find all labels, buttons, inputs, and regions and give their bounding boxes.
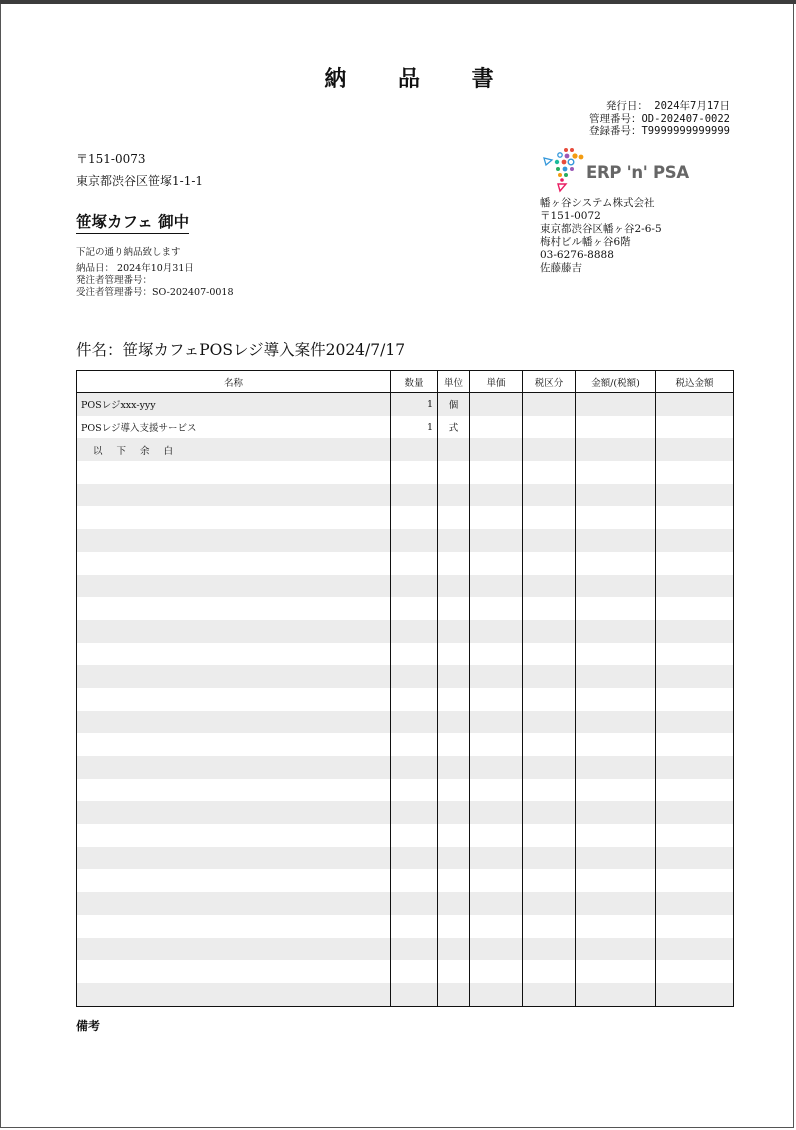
table-cell [470, 393, 523, 416]
table-cell [77, 575, 391, 598]
table-cell [438, 801, 470, 824]
table-cell [391, 597, 438, 620]
table-cell [576, 960, 656, 983]
table-row [77, 597, 734, 620]
table-cell [391, 575, 438, 598]
table-cell [523, 892, 576, 915]
table-cell [77, 484, 391, 507]
table-cell [470, 847, 523, 870]
header-tax-category: 税区分 [523, 371, 576, 393]
table-cell [391, 711, 438, 734]
table-cell [576, 824, 656, 847]
table-cell [77, 506, 391, 529]
table-cell [576, 552, 656, 575]
table-cell [391, 733, 438, 756]
header-name: 名称 [77, 371, 391, 393]
header-unit-price: 単価 [470, 371, 523, 393]
subject-line: 件名：笹塚カフェPOSレジ導入案件2024/7/17 [76, 341, 406, 359]
table-cell [523, 938, 576, 961]
header-quantity: 数量 [391, 371, 438, 393]
table-header-row [77, 371, 734, 393]
table-cell [656, 711, 734, 734]
table-cell [470, 416, 523, 439]
table-cell [470, 575, 523, 598]
table-cell [656, 529, 734, 552]
table-cell [77, 529, 391, 552]
table-cell [391, 869, 438, 892]
table-cell [470, 711, 523, 734]
table-cell [656, 733, 734, 756]
table-cell [576, 983, 656, 1006]
table-cell [523, 438, 576, 461]
table-row [77, 688, 734, 711]
table-cell [77, 688, 391, 711]
table-cell [523, 711, 576, 734]
table-cell [576, 869, 656, 892]
table-row [77, 733, 734, 756]
table-cell [656, 915, 734, 938]
table-cell: 1 [391, 393, 438, 416]
table-cell [391, 643, 438, 666]
table-row [77, 801, 734, 824]
table-cell [438, 461, 470, 484]
table-cell [523, 915, 576, 938]
table-cell [391, 756, 438, 779]
registration-number: 登録番号：T9999999999999 [588, 125, 730, 137]
table-cell [438, 733, 470, 756]
table-cell [470, 801, 523, 824]
table-cell [77, 824, 391, 847]
table-cell [438, 688, 470, 711]
table-cell [438, 960, 470, 983]
table-cell [391, 484, 438, 507]
table-cell [523, 393, 576, 416]
table-row [77, 779, 734, 802]
table-cell [523, 824, 576, 847]
table-cell [656, 779, 734, 802]
table-cell: 1 [391, 416, 438, 439]
table-cell [391, 688, 438, 711]
table-cell [656, 960, 734, 983]
table-cell [438, 643, 470, 666]
document-title: 納 品 書 [324, 66, 516, 92]
table-row [77, 575, 734, 598]
table-cell [77, 711, 391, 734]
table-cell [77, 461, 391, 484]
table-cell [656, 461, 734, 484]
table-cell [470, 484, 523, 507]
table-cell [438, 506, 470, 529]
table-cell [576, 484, 656, 507]
table-cell [470, 869, 523, 892]
table-cell [576, 438, 656, 461]
table-row [77, 393, 734, 416]
table-cell [438, 779, 470, 802]
table-cell [470, 733, 523, 756]
table-cell [656, 847, 734, 870]
customer-name: 笹塚カフェ 御中 [76, 210, 189, 234]
table-cell [523, 688, 576, 711]
table-cell [391, 915, 438, 938]
table-cell [438, 575, 470, 598]
table-cell [391, 506, 438, 529]
receiver-management-number: 受注者管理番号：SO-202407-0018 [76, 287, 234, 298]
table-row [77, 461, 734, 484]
table-cell [576, 665, 656, 688]
table-cell [576, 938, 656, 961]
table-cell [391, 847, 438, 870]
table-cell [523, 597, 576, 620]
company-person: 佐藤藤吉 [540, 262, 582, 274]
table-cell [523, 756, 576, 779]
table-cell [438, 892, 470, 915]
table-cell [77, 960, 391, 983]
table-cell [656, 620, 734, 643]
table-cell [391, 529, 438, 552]
header-amount-incl-tax: 税込金額 [656, 371, 734, 393]
table-cell [77, 733, 391, 756]
table-cell [77, 597, 391, 620]
company-address-1: 東京都渋谷区幡ヶ谷2-6-5 [540, 223, 662, 235]
table-cell [656, 756, 734, 779]
table-row [77, 484, 734, 507]
customer-address: 東京都渋谷区笹塚1-1-1 [76, 174, 204, 188]
table-cell [656, 575, 734, 598]
table-cell [656, 801, 734, 824]
table-cell [523, 529, 576, 552]
table-cell [391, 824, 438, 847]
table-row [77, 983, 734, 1006]
orderer-management-number: 発注者管理番号： [76, 275, 153, 286]
table-cell [77, 756, 391, 779]
customer-address-block [76, 148, 203, 192]
table-cell: 個 [438, 393, 470, 416]
company-info [540, 197, 662, 275]
table-cell [656, 665, 734, 688]
table-body [77, 393, 734, 1007]
table-cell [470, 983, 523, 1006]
table-cell [470, 892, 523, 915]
table-cell [77, 620, 391, 643]
table-cell [656, 552, 734, 575]
table-cell [470, 779, 523, 802]
table-row [77, 438, 734, 461]
table-cell [576, 688, 656, 711]
delivery-notice: 下記の通り納品致します [76, 247, 181, 258]
table-row [77, 915, 734, 938]
table-cell [438, 938, 470, 961]
table-cell [438, 756, 470, 779]
table-cell [523, 983, 576, 1006]
table-row [77, 416, 734, 439]
table-cell [656, 892, 734, 915]
table-cell [576, 711, 656, 734]
company-logo-text: ERP 'n' PSA [586, 163, 689, 182]
table-cell [438, 847, 470, 870]
table-cell [438, 824, 470, 847]
company-phone: 03-6276-8888 [540, 249, 614, 261]
table-row [77, 869, 734, 892]
table-cell [470, 915, 523, 938]
table-cell [470, 552, 523, 575]
table-row [77, 665, 734, 688]
table-cell [77, 983, 391, 1006]
table-cell [391, 938, 438, 961]
table-cell [438, 983, 470, 1006]
table-cell [391, 438, 438, 461]
company-name: 幡ヶ谷システム株式会社 [540, 197, 655, 209]
table-cell [77, 665, 391, 688]
table-cell [77, 552, 391, 575]
table-cell [523, 847, 576, 870]
delivery-info [76, 263, 234, 299]
table-cell [391, 983, 438, 1006]
table-cell [576, 915, 656, 938]
table-cell [470, 756, 523, 779]
table-row [77, 552, 734, 575]
table-cell [523, 733, 576, 756]
table-cell [576, 506, 656, 529]
table-cell [576, 393, 656, 416]
table-cell [470, 438, 523, 461]
table-cell [77, 892, 391, 915]
table-row [77, 529, 734, 552]
issue-info [589, 100, 730, 138]
remarks-label: 備考 [76, 1019, 101, 1033]
table-cell [438, 529, 470, 552]
table-cell [523, 461, 576, 484]
table-cell [523, 779, 576, 802]
customer-postal: 〒151-0073 [76, 152, 146, 166]
table-cell [656, 643, 734, 666]
items-table [76, 370, 734, 1007]
table-cell: 式 [438, 416, 470, 439]
table-cell: POSレジ導入支援サービス [77, 416, 391, 439]
table-cell [470, 597, 523, 620]
table-cell [523, 869, 576, 892]
table-cell [576, 529, 656, 552]
table-row [77, 847, 734, 870]
management-number: 管理番号：OD-202407-0022 [588, 112, 730, 125]
table-cell [523, 575, 576, 598]
company-postal: 〒151-0072 [540, 210, 601, 222]
table-cell [438, 711, 470, 734]
table-cell [77, 779, 391, 802]
table-cell [656, 506, 734, 529]
table-row [77, 620, 734, 643]
table-cell [391, 801, 438, 824]
table-cell [470, 824, 523, 847]
table-row [77, 938, 734, 961]
table-cell [438, 620, 470, 643]
table-cell [438, 869, 470, 892]
table-cell [576, 756, 656, 779]
table-cell [656, 484, 734, 507]
table-cell [656, 688, 734, 711]
table-cell [576, 461, 656, 484]
table-cell [523, 506, 576, 529]
table-cell [438, 484, 470, 507]
table-cell [77, 643, 391, 666]
table-cell [470, 461, 523, 484]
table-cell [391, 620, 438, 643]
table-row [77, 643, 734, 666]
table-cell [656, 597, 734, 620]
header-unit: 単位 [438, 371, 470, 393]
table-cell [470, 620, 523, 643]
table-cell [523, 665, 576, 688]
table-row [77, 892, 734, 915]
table-cell [470, 529, 523, 552]
table-cell [523, 484, 576, 507]
company-address-2: 梅村ビル幡ヶ谷6階 [540, 236, 631, 248]
table-cell: 以下余白 [77, 438, 391, 461]
table-cell [438, 552, 470, 575]
issue-date: 発行日： 2024年7月17日 [605, 100, 730, 112]
delivery-date: 納品日： 2024年10月31日 [76, 263, 194, 274]
table-cell [391, 461, 438, 484]
table-cell [656, 416, 734, 439]
header-amount-tax: 金額/(税額) [576, 371, 656, 393]
table-cell [438, 915, 470, 938]
table-cell [523, 416, 576, 439]
table-cell [470, 665, 523, 688]
table-cell [470, 688, 523, 711]
table-cell [391, 892, 438, 915]
table-cell [391, 665, 438, 688]
table-cell [656, 438, 734, 461]
table-cell [656, 983, 734, 1006]
table-cell [523, 801, 576, 824]
table-cell [523, 960, 576, 983]
table-cell [576, 416, 656, 439]
table-cell [77, 801, 391, 824]
table-row [77, 756, 734, 779]
table-cell [77, 847, 391, 870]
table-cell [576, 575, 656, 598]
table-cell [576, 597, 656, 620]
table-cell [656, 938, 734, 961]
table-cell [576, 779, 656, 802]
table-cell [470, 643, 523, 666]
table-cell [576, 847, 656, 870]
table-row [77, 506, 734, 529]
table-row [77, 711, 734, 734]
table-row [77, 960, 734, 983]
table-cell [77, 915, 391, 938]
table-cell [438, 438, 470, 461]
table-cell [576, 733, 656, 756]
table-cell [523, 643, 576, 666]
table-cell [576, 892, 656, 915]
table-cell [470, 960, 523, 983]
table-cell [523, 552, 576, 575]
table-cell [656, 869, 734, 892]
table-row [77, 824, 734, 847]
table-cell [470, 506, 523, 529]
table-cell: POSレジxxx-yyy [77, 393, 391, 416]
table-cell [438, 665, 470, 688]
table-cell [656, 824, 734, 847]
table-cell [438, 597, 470, 620]
table-cell [576, 643, 656, 666]
table-cell [391, 552, 438, 575]
table-cell [391, 960, 438, 983]
table-cell [77, 869, 391, 892]
table-cell [77, 938, 391, 961]
table-cell [470, 938, 523, 961]
table-cell [391, 779, 438, 802]
table-cell [656, 393, 734, 416]
table-cell [576, 801, 656, 824]
table-cell [576, 620, 656, 643]
table-cell [523, 620, 576, 643]
